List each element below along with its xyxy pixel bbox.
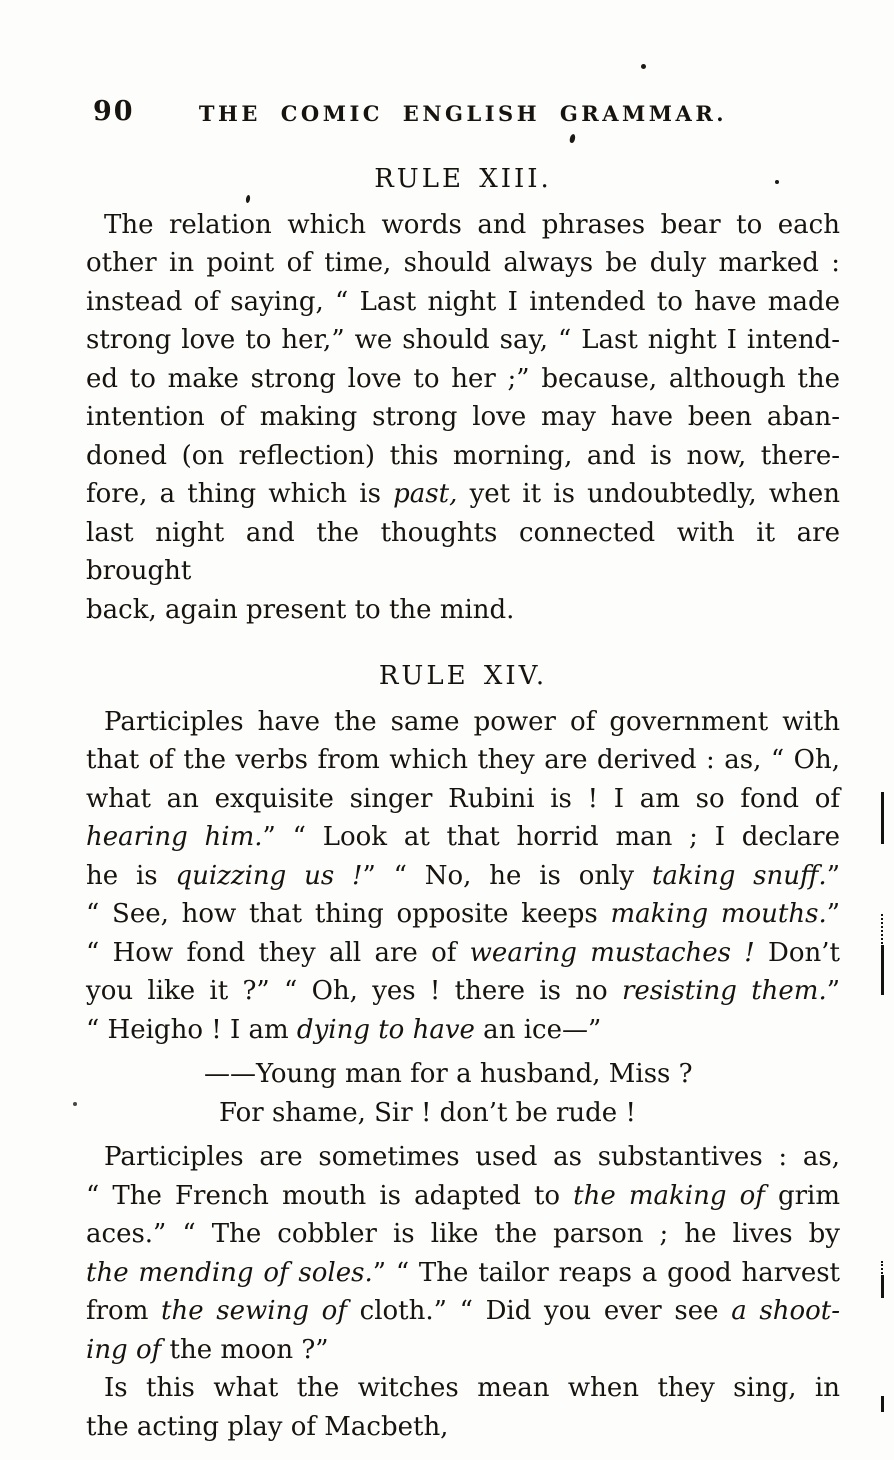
scan-speck [775, 180, 779, 184]
scan-speck [73, 1102, 77, 1106]
paragraph [86, 703, 840, 1050]
text-line: For shame, Sir ! don’t be rude ! [219, 1097, 636, 1128]
text-line: ing of the moon ?” [86, 1334, 329, 1365]
scan-artifact-line [881, 914, 886, 944]
scan-artifact-line [881, 1275, 884, 1298]
text-line: instead of saying, “ Last night I intended to have made [86, 286, 840, 317]
text-line: Participles are sometimes used as substantives : as, [104, 1142, 840, 1172]
paragraph [86, 1138, 840, 1369]
text-line: aces.” “ The cobbler is like the parson ; he lives by [86, 1219, 840, 1249]
text-line: fore, a thing which is past, yet it is undoubtedly, when [86, 479, 840, 509]
text-line: hearing him.” “ Look at that horrid man ; I declare [86, 822, 840, 852]
text-line: other in point of time, should always be duly marked : [86, 248, 840, 278]
scan-artifact-line [881, 792, 884, 844]
text-line: last night and the thoughts connected with it are brought [86, 517, 840, 586]
text-line: he is quizzing us !” “ No, he is only taking snuff.” [86, 860, 840, 891]
text-line: ed to make strong love to her ;” because, although the [86, 363, 840, 394]
text-line: you like it ?” “ Oh, yes ! there is no resisting them.” [86, 976, 841, 1006]
scan-artifact-line [881, 945, 884, 995]
text-line: doned (on reflection) this morning, and is now, there- [86, 440, 840, 471]
rule-heading: RULE XIV. [378, 661, 548, 691]
text-line: ——Young man for a husband, Miss ? [204, 1059, 693, 1089]
text-blocks [86, 160, 840, 1446]
text-line: “ The French mouth is adapted to the making of grim [86, 1180, 841, 1211]
text-line: Is this what the witches mean when they sing, in [104, 1373, 840, 1403]
scan-speck [569, 134, 576, 144]
paragraph [86, 1369, 840, 1446]
running-title: THE COMIC ENGLISH GRAMMAR. [198, 101, 728, 126]
verse-couplet [86, 1055, 840, 1132]
text-line: Participles have the same power of government with [104, 706, 840, 737]
text-line: “ Heigho ! I am dying to have an ice—” [86, 1014, 602, 1045]
rule-heading: RULE XIII. [374, 164, 552, 194]
paragraph [86, 206, 840, 630]
text-line: from the sewing of cloth.” “ Did you ever see a shoot- [86, 1296, 840, 1326]
scan-speck [641, 64, 646, 69]
text-line: strong love to her,” we should say, “ Last night I intend- [86, 325, 840, 355]
text-line: “ How fond they all are of wearing mustaches ! Don’t [86, 937, 840, 968]
text-line: “ See, how that thing opposite keeps making mouths.” [86, 899, 841, 929]
text-line: what an exquisite singer Rubini is ! I am so fond of [86, 783, 840, 814]
scan-artifact-line [881, 1396, 884, 1412]
scan-artifact-line [881, 1261, 886, 1274]
page-number: 90 [93, 96, 135, 127]
text-line: The relation which words and phrases bear to each [104, 209, 840, 240]
text-line: intention of making strong love may have been aban- [86, 402, 840, 432]
text-line: that of the verbs from which they are derived : as, “ Oh, [86, 745, 840, 775]
text-line: the acting play of Macbeth, [86, 1411, 449, 1442]
text-line: back, again present to the mind. [86, 594, 515, 625]
text-line: the mending of soles.” “ The tailor reaps a good harvest [86, 1257, 841, 1288]
